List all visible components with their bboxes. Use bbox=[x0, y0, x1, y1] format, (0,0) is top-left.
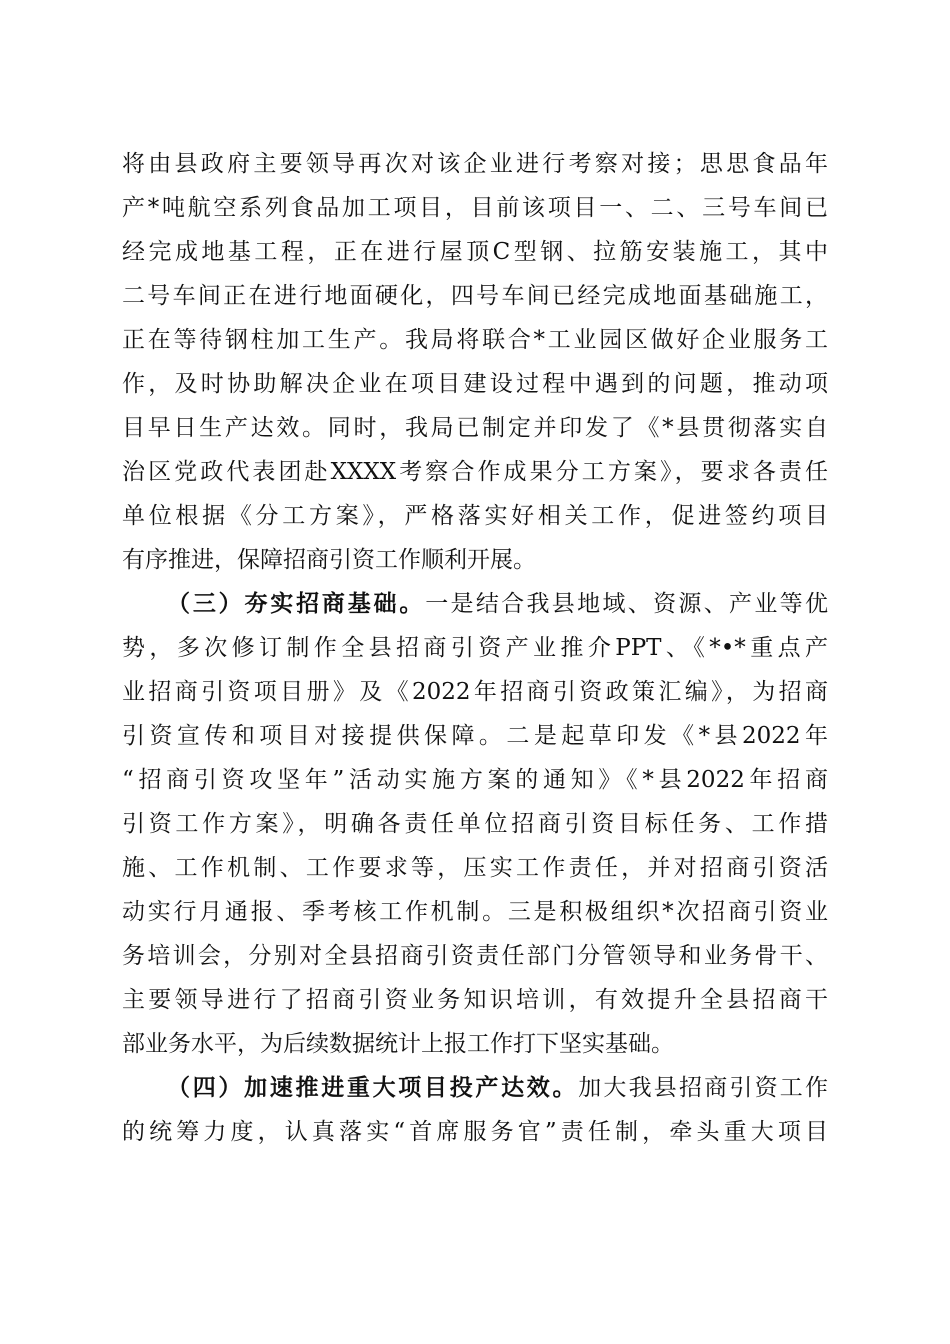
text-line: 目早日生产达效。同时，我局已制定并印发了《*县贯彻落实自 bbox=[122, 415, 828, 441]
section-heading-line bbox=[167, 1068, 828, 1108]
text-line: “招商引资攻坚年”活动实施方案的通知》《*县2022年招商 bbox=[122, 767, 828, 793]
text-line: 治区党政代表团赴XXXX考察合作成果分工方案》，要求各责任 bbox=[122, 459, 828, 485]
text-line: 将由县政府主要领导再次对该企业进行考察对接；思思食品年 bbox=[122, 151, 828, 177]
section-heading: （四）加速推进重大项目投产达效。 bbox=[167, 1075, 579, 1101]
text-line: 部业务水平，为后续数据统计上报工作打下坚实基础。 bbox=[122, 1031, 674, 1057]
section-heading: （三）夯实招商基础。 bbox=[167, 591, 426, 617]
text-line: 务培训会，分别对全县招商引资责任部门分管领导和业务骨干、 bbox=[122, 943, 828, 969]
text-line: 业招商引资项目册》及《2022年招商引资政策汇编》，为招商 bbox=[122, 679, 828, 705]
text-line: 作，及时协助解决企业在项目建设过程中遇到的问题，推动项 bbox=[122, 371, 828, 397]
section-heading-line bbox=[167, 584, 828, 624]
text-line: 施、工作机制、工作要求等，压实工作责任，并对招商引资活 bbox=[122, 855, 828, 881]
section-text: 加大我县招商引资工作 bbox=[578, 1075, 829, 1101]
text-line: 经完成地基工程，正在进行屋顶C型钢、拉筋安装施工，其中 bbox=[122, 239, 828, 265]
text-line: 二号车间正在进行地面硬化，四号车间已经完成地面基础施工， bbox=[122, 283, 828, 309]
text-line: 势，多次修订制作全县招商引资产业推介PPT、《*•*重点产 bbox=[122, 635, 828, 661]
text-line: 动实行月通报、季考核工作机制。三是积极组织*次招商引资业 bbox=[122, 899, 828, 925]
text-line: 引资宣传和项目对接提供保障。二是起草印发《*县2022年 bbox=[122, 723, 828, 749]
section-text: 一是结合我县地域、资源、产业等优 bbox=[425, 591, 829, 617]
text-line: 单位根据《分工方案》，严格落实好相关工作，促进签约项目 bbox=[122, 503, 828, 529]
text-line: 引资工作方案》，明确各责任单位招商引资目标任务、工作措 bbox=[122, 811, 828, 837]
text-line: 正在等待钢柱加工生产。我局将联合*工业园区做好企业服务工 bbox=[122, 327, 828, 353]
text-line: 主要领导进行了招商引资业务知识培训，有效提升全县招商干 bbox=[122, 987, 828, 1013]
text-line: 产*吨航空系列食品加工项目，目前该项目一、二、三号车间已 bbox=[122, 195, 828, 221]
text-line: 的统筹力度，认真落实“首席服务官”责任制，牵头重大项目 bbox=[122, 1119, 828, 1145]
text-line: 有序推进，保障招商引资工作顺利开展。 bbox=[122, 547, 536, 573]
